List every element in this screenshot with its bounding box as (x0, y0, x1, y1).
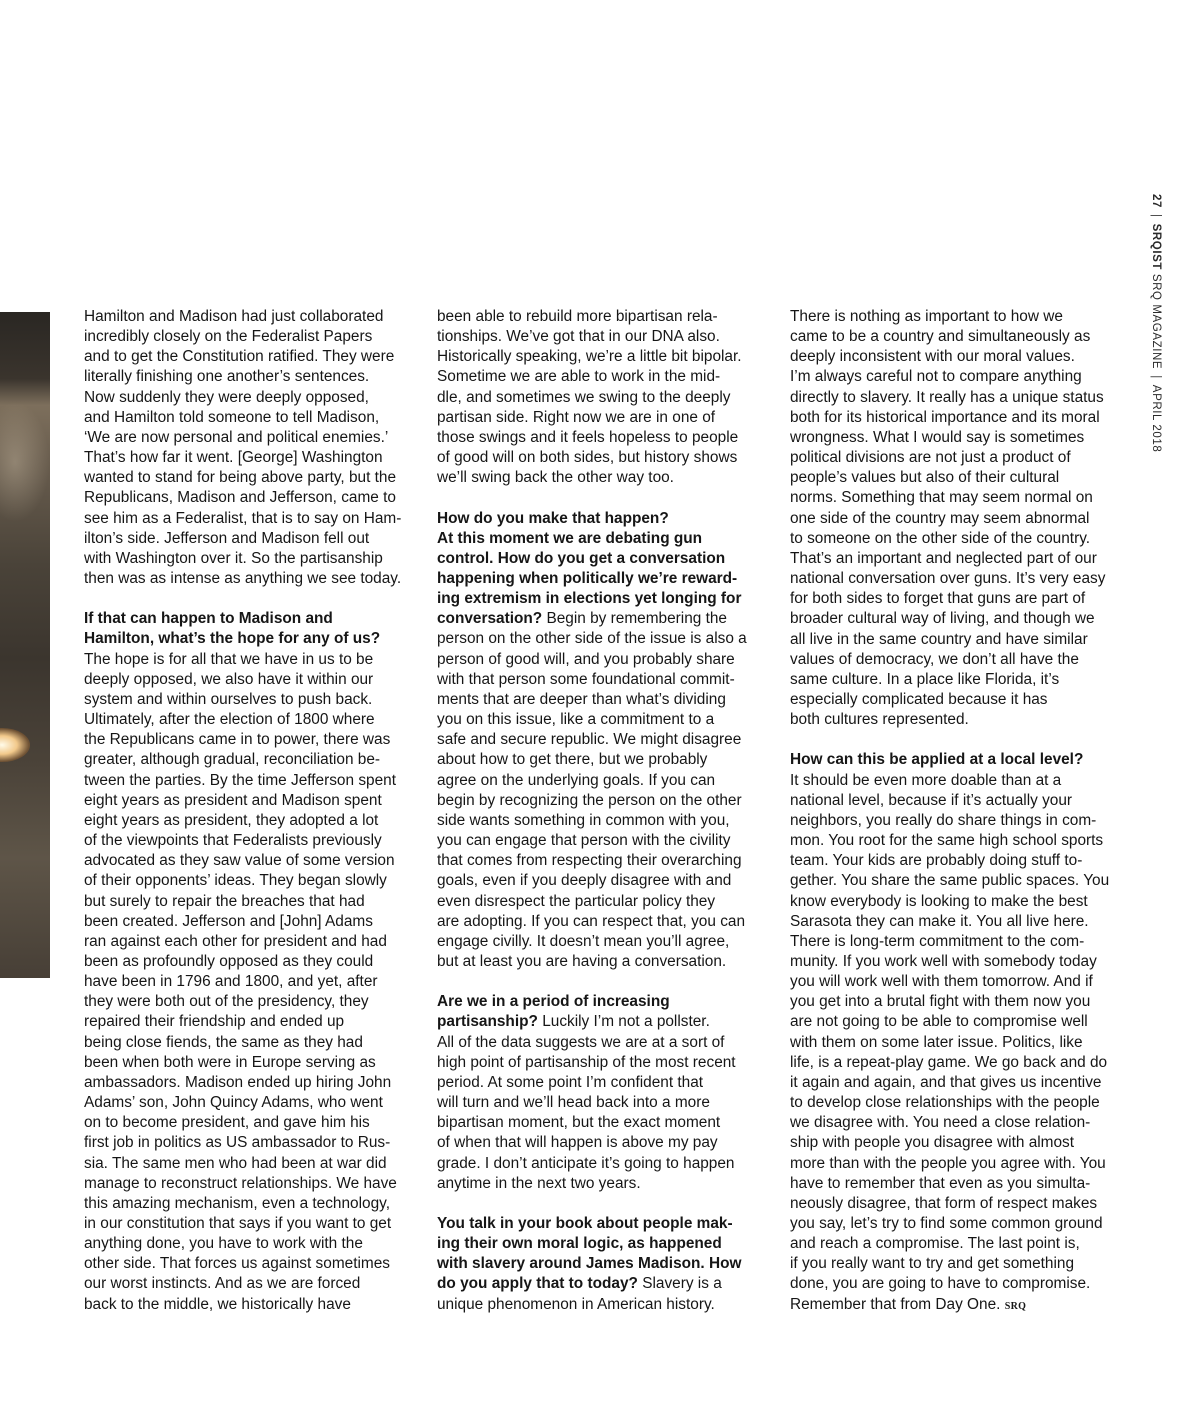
page-number: 27 (1150, 194, 1162, 208)
article-column-2 (437, 307, 769, 1315)
article-column-3 (790, 307, 1122, 1317)
answer-paragraph: Hamilton and Madison had just collaborated incredibly closely on the Federalist Papers and to get the Constitution ratified. They were literally finishing one another’s sentences. Now suddenly they were deeply opposed, and Hamilton told someone to tell Madison, ‘We are now personal and political enemies.’ That’s how far it went. [George] Washington wanted to stand for being above party, but the Republicans, Madison and Jefferson, came to see him as a Federalist, that is to say on Ham- ilton’s side. Jefferson and Madison fell out with Washington over it. So the partisanship then was as intense as anything we see today. (84, 308, 402, 588)
answer-paragraph: been able to rebuild more bipartisan rela- tionships. We’ve got that in our DNA also. Historically speaking, we’re a little bit bipolar. Sometime we are able to work in the mid- dle, and sometimes we swing to the deeply partisan side. Right now we are in one of those swings and it feels hopeless to people of good will on both sides, but history shows we’ll swing back the other way too. (437, 308, 742, 487)
folio-separator: | (1150, 375, 1162, 379)
article-column-1 (84, 307, 416, 1315)
answer-text: It should be even more doable than at a national level, because if it’s actually your neighbors, you really do share things in com- mon. You root for the same high school sports team. Your kids are probably doing stuff to- gether. You share the same public spaces. You know everybody is looking to make the best Sarasota they can make it. You all live here. There is long-term commitment to the com- munity. If you work well with somebody today you will work well with them tomorrow. And if you get into a brutal fight with them now you are not going to be able to compromise well with them on some later issue. Politics, like life, is a repeat-play game. We go back and do it again and again, and that gives us incentive to develop close relationships with the people we disagree with. You need a close relation- ship with people you disagree with almost more than with the people you agree with. You have to remember that even as you simulta- neously disagree, that form of respect makes you say, let’s try to find some common ground and reach a compromise. The last point is, if you really want to try and get something done, you are going to have to compromise. Remember that from Day One. (790, 771, 1110, 1313)
answer-paragraph: The hope is for all that we have in us to be deeply opposed, we also have it within our system and within ourselves to push back. Ultimately, after the election of 1800 where the Republicans came in to power, there was greater, although gradual, reconciliation be- tween the parties. By the time Jefferson spent eight years as president and Madison spent eight years as president, they adopted a lot of the viewpoints that Federalists previously advocated as they saw value of some version of their opponents’ ideas. They began slowly but surely to repair the breaches that had been created. Jefferson and [John] Adams ran against each other for president and had been as profoundly opposed as they could have been in 1796 and 1800, and yet, after they were both out of the presidency, they repaired their friendship and ended up being close fiends, the same as they had been when both were in Europe serving as ambassadors. Madison ended up hiring John Adams’ son, John Quincy Adams, who went on to become president, and gave him his first job in politics as US ambassador to Rus- sia. The same men who had been at war did manage to reconstruct relationships. We have this amazing mechanism, even a technology, in our constitution that says if you want to get anything done, you have to work with the other side. That forces us against sometimes our worst instincts. And as we are forced back to the middle, we historically have (84, 650, 397, 1313)
folio-separator: | (1150, 214, 1162, 218)
candle-light (0, 728, 30, 762)
answer-paragraph: There is nothing as important to how we came to be a country and simultaneously as deeply inconsistent with our moral values. I’m always careful not to compare anything directly to slavery. It really has a unique status both for its historical importance and its moral wrongness. What I would say is sometimes political divisions are not just a product of people’s values but also of their cultural norms. Something that may seem normal on one side of the country may seem abnormal to someone on the other side of the country. That’s an important and neglected part of our national conversation over guns. It’s very easy for both sides to forget that guns are part of broader cultural way of living, and though we all live in the same country and have similar values of democracy, we don’t all have the same culture. In a place like Florida, it’s especially complicated because it has both cultures represented. (790, 308, 1106, 729)
interview-question: You talk in your book about people mak- ing their own moral logic, as happened with slavery around James Madison. How do you apply that to today? (437, 1214, 742, 1293)
photo-blur (0, 402, 50, 522)
qa-block (437, 509, 769, 973)
page-folio (1146, 194, 1166, 453)
qa-block (437, 1214, 769, 1315)
answer-text: Slavery is a unique phenomenon in American history. (437, 1275, 722, 1313)
photo-edge (0, 312, 50, 978)
interview-question: How do you make that happen? At this moment we are debating gun control. How do you get a conversation happening when politically we’re reward- ing extremism in elections yet longing for conversation? (437, 509, 742, 628)
qa-block (437, 992, 769, 1194)
answer-text: Begin by remembering the person on the other side of the issue is also a person of good will, and you probably share with that person some foundational commit- ments that are deeper than what’s dividing you on this issue, like a commitment to a safe and secure republic. We might disagree about how to get there, but we probably agree on the underlying goals. If you can begin by recognizing the person on the other side wants something in common with you, you can engage that person with the civility that comes from respecting their overarching goals, even if you deeply disagree with and even disrespect the particular policy they are adopting. If you can respect that, you can engage civilly. It doesn’t mean you’ll agree, but at least you are having a conversation. (437, 610, 747, 970)
issue-date: APRIL 2018 (1150, 384, 1162, 453)
interview-question: If that can happen to Madison and Hamilton, what’s the hope for any of us? (84, 610, 381, 648)
answer-paragraph (790, 771, 1122, 1317)
interview-question: Are we in a period of increasing partisanship? (437, 993, 670, 1031)
section-name: SRQIST (1150, 223, 1162, 271)
interview-question: How can this be applied at a local level? (790, 751, 1084, 769)
end-mark: SRQ (1004, 1300, 1027, 1312)
magazine-name: SRQ MAGAZINE (1150, 273, 1162, 370)
answer-text: Luckily I’m not a pollster. All of the data suggests we are at a sort of high point of partisanship of the most recent period. At some point I’m confident that will turn and we’ll head back into a more bipartisan moment, but the exact moment of when that will happen is above my pay grade. I don’t anticipate it’s going to happen anytime in the next two years. (437, 1013, 736, 1192)
